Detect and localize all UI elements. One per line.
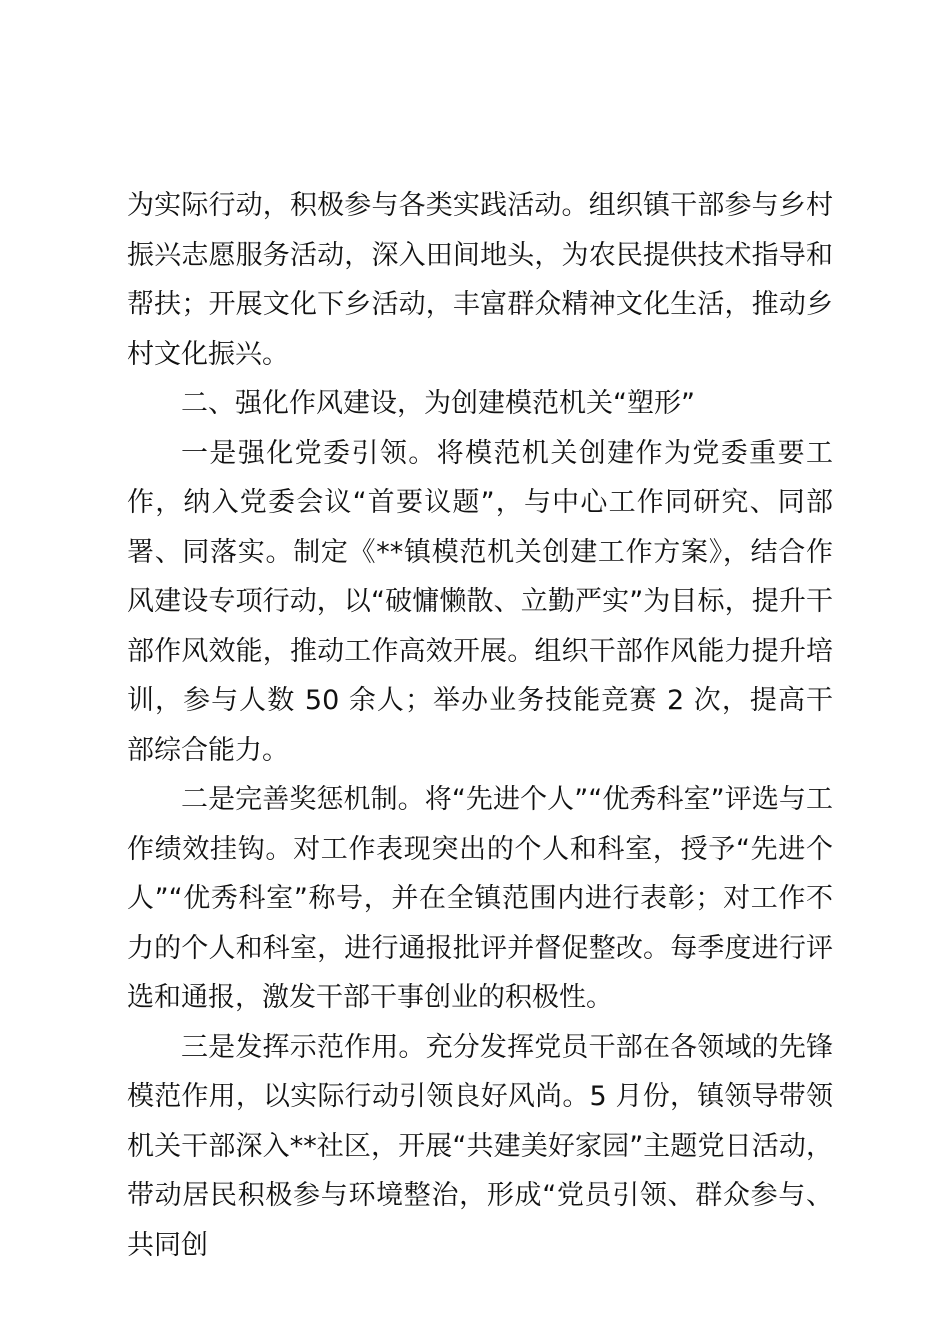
paragraph-exemplary-role: 三是发挥示范作用。充分发挥党员干部在各领域的先锋模范作用，以实际行动引领良好风尚。5 月份，镇领导带领机关干部深入**社区，开展“共建美好家园”主题党日活动，带动居民积极参与环境整治，形成“党员引领、群众参与、共同创 [127,1031,833,1261]
document-body [127,181,833,1270]
paragraph-reward-mechanism: 二是完善奖惩机制。将“先进个人”“优秀科室”评选与工作绩效挂钩。对工作表现突出的个人和科室，授予“先进个人”“优秀科室”称号，并在全镇范围内进行表彰；对工作不力的个人和科室，进行通报批评并督促整改。每季度进行评选和通报，激发干部干事创业的积极性。 [127,784,833,1013]
paragraph-continuation: 为实际行动，积极参与各类实践活动。组织镇干部参与乡村振兴志愿服务活动，深入田间地头，为农民提供技术指导和帮扶；开展文化下乡活动，丰富群众精神文化生活，推动乡村文化振兴。 [127,190,833,370]
section-heading: 二、强化作风建设，为创建模范机关“塑形” [181,388,695,419]
paragraph-party-leadership: 一是强化党委引领。将模范机关创建作为党委重要工作，纳入党委会议“首要议题”，与中心工作同研究、同部署、同落实。制定《**镇模范机关创建工作方案》，结合作风建设专项行动，以“破慵懒散、立勤严实”为目标，提升干部作风效能，推动工作高效开展。组织干部作风能力提升培训，参与人数 50 余人；举办业务技能竞赛 2 次，提高干部综合能力。 [127,437,833,766]
